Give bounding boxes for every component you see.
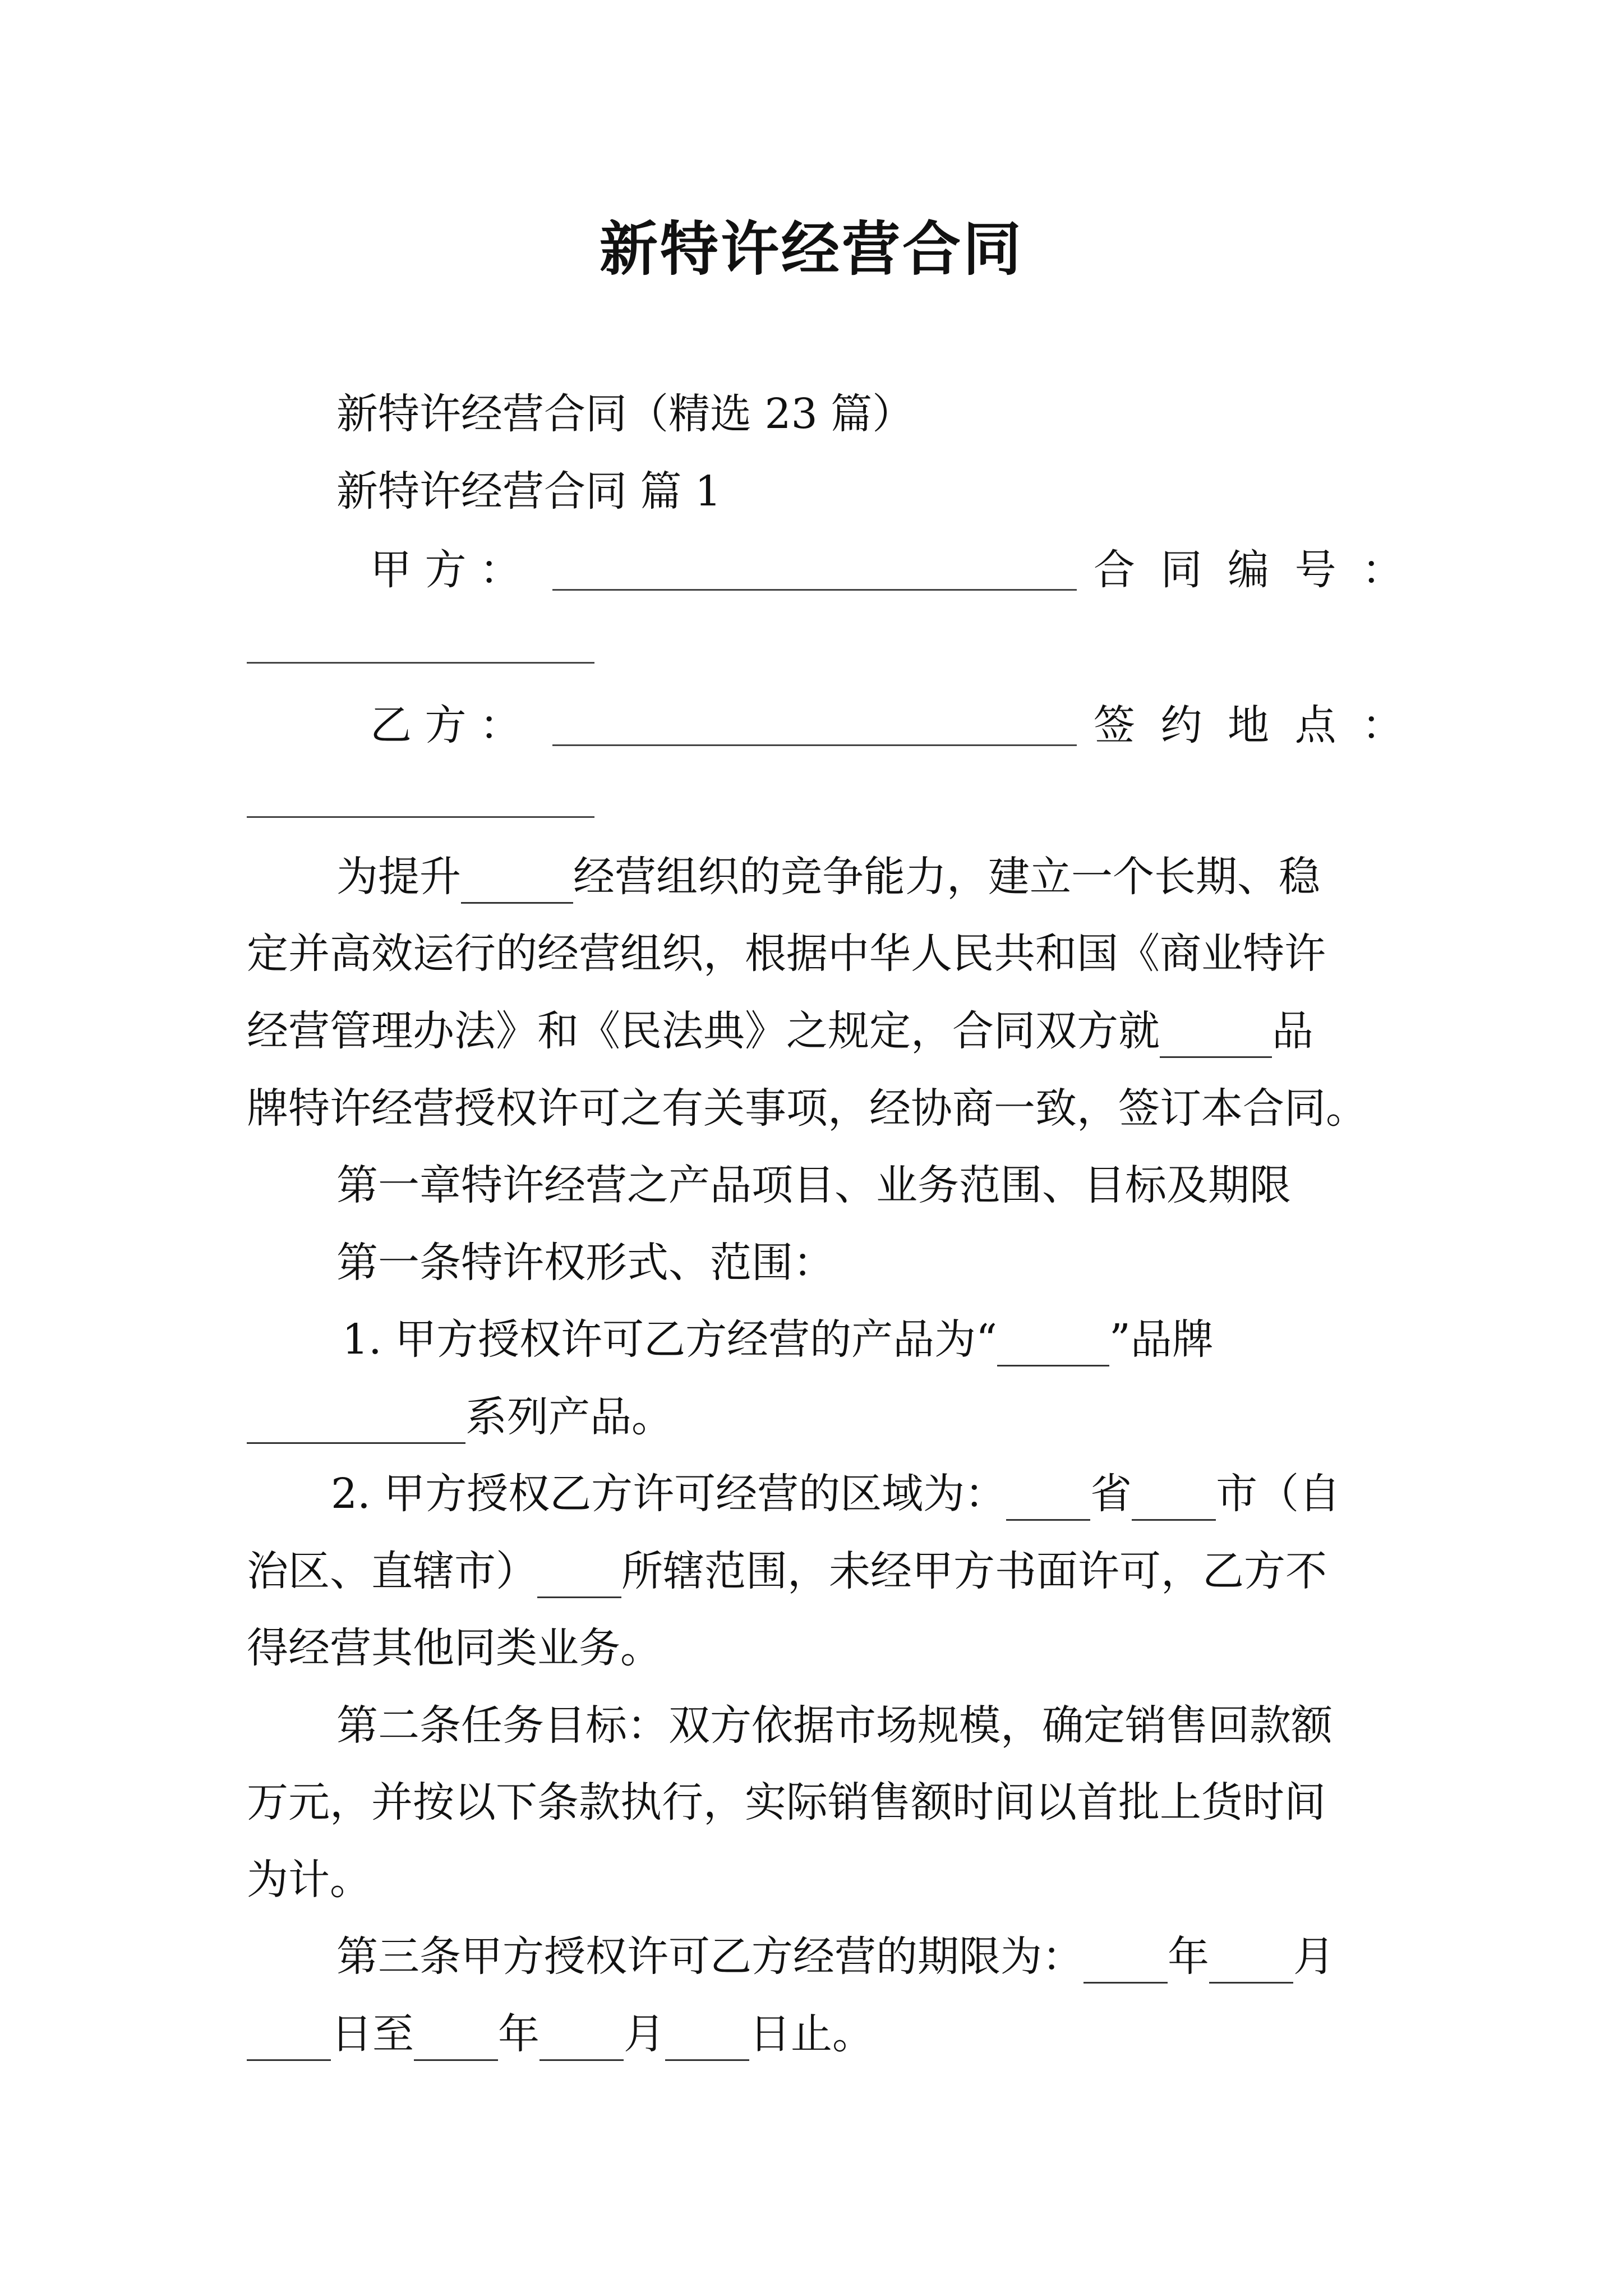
article2-line2: 万元，并按以下条款执行，实际销售额时间以首批上货时间 <box>247 1778 1326 1826</box>
document-title: 新特许经营合同 <box>599 214 1023 283</box>
item2-text-e: 所辖范围，未经甲方书面许可，乙方不 <box>621 1547 1327 1595</box>
blank-field <box>1083 1941 1168 1984</box>
sign-place-label: 签 约 地 点 ： <box>1094 701 1404 749</box>
chapter-heading: 第一章特许经营之产品项目、业务范围、目标及期限 <box>336 1161 1291 1209</box>
blank-field <box>997 1324 1109 1366</box>
blank-field <box>461 862 573 904</box>
contract-no-label: 合 同 编 号 ： <box>1094 546 1404 594</box>
contract-no-blank <box>247 662 594 664</box>
blank-field <box>1160 1016 1272 1058</box>
item2-text-d: 治区、直辖市） <box>247 1547 537 1595</box>
article2-line1: 第二条任务目标：双方依据市场规模，确定销售回款额 <box>336 1701 1332 1750</box>
party-b-blank <box>552 744 1077 746</box>
item1-text-a: 1. 甲方授权许可乙方经营的产品为“ <box>342 1315 997 1364</box>
blank-field <box>537 1556 621 1598</box>
item2-line2 <box>247 1544 1380 1598</box>
blank-field <box>247 1402 465 1444</box>
item1-line2 <box>247 1390 1380 1444</box>
item1-text-c: 系列产品。 <box>465 1393 673 1441</box>
sign-place-blank <box>247 816 594 818</box>
para1-text-c: 经营管理办法》和《民法典》之规定，合同双方就 <box>247 1007 1160 1055</box>
blank-field <box>1006 1479 1090 1521</box>
article3-year: 年 <box>1168 1932 1209 1981</box>
article3-line2 <box>247 2007 1380 2061</box>
article2-line3: 为计。 <box>247 1856 371 1904</box>
para1-text-a: 为提升 <box>336 853 461 901</box>
item1-line1 <box>342 1313 1385 1366</box>
para1-line4: 牌特许经营授权许可之有关事项，经协商一致，签订本合同。 <box>247 1084 1367 1133</box>
article3-month-2: 月 <box>624 2010 665 2058</box>
para1-text-b: 经营组织的竞争能力，建立一个长期、稳 <box>573 853 1320 901</box>
para1-line1 <box>336 850 1380 904</box>
article3-text-a: 第三条甲方授权许可乙方经营的期限为： <box>336 1932 1083 1981</box>
item2-text-c: 市（自 <box>1216 1470 1341 1518</box>
blank-field <box>665 2019 749 2061</box>
article3-month: 月 <box>1293 1932 1335 1981</box>
article3-line1 <box>336 1930 1380 1984</box>
item2-line1 <box>331 1467 1385 1521</box>
party-a-label: 甲 方 ： <box>370 546 522 594</box>
blank-field <box>1209 1941 1293 1984</box>
blank-field <box>414 2019 498 2061</box>
party-a-blank <box>552 589 1077 591</box>
para1-line3 <box>247 1004 1380 1058</box>
article3-day-end: 日止。 <box>749 2010 874 2058</box>
blank-field <box>1132 1479 1216 1521</box>
para1-line2: 定并高效运行的经营组织，根据中华人民共和国《商业特许 <box>247 930 1326 978</box>
item2-text-b: 省 <box>1090 1470 1132 1518</box>
item1-text-b: ”品牌 <box>1109 1315 1214 1364</box>
blank-field <box>247 2019 331 2061</box>
article3-year-2: 年 <box>498 2010 540 2058</box>
article1-heading: 第一条特许权形式、范围： <box>336 1239 834 1287</box>
item2-text-a: 2. 甲方授权乙方许可经营的区域为： <box>331 1470 1007 1518</box>
para1-text-d: 品 <box>1272 1007 1313 1055</box>
article3-day-to: 日至 <box>331 2010 414 2058</box>
party-b-label: 乙 方 ： <box>370 701 522 749</box>
item2-line3: 得经营其他同类业务。 <box>247 1624 662 1672</box>
blank-field <box>540 2019 624 2061</box>
section-heading: 新特许经营合同 篇 1 <box>336 467 722 516</box>
document-subtitle: 新特许经营合同（精选 23 篇） <box>336 390 914 438</box>
